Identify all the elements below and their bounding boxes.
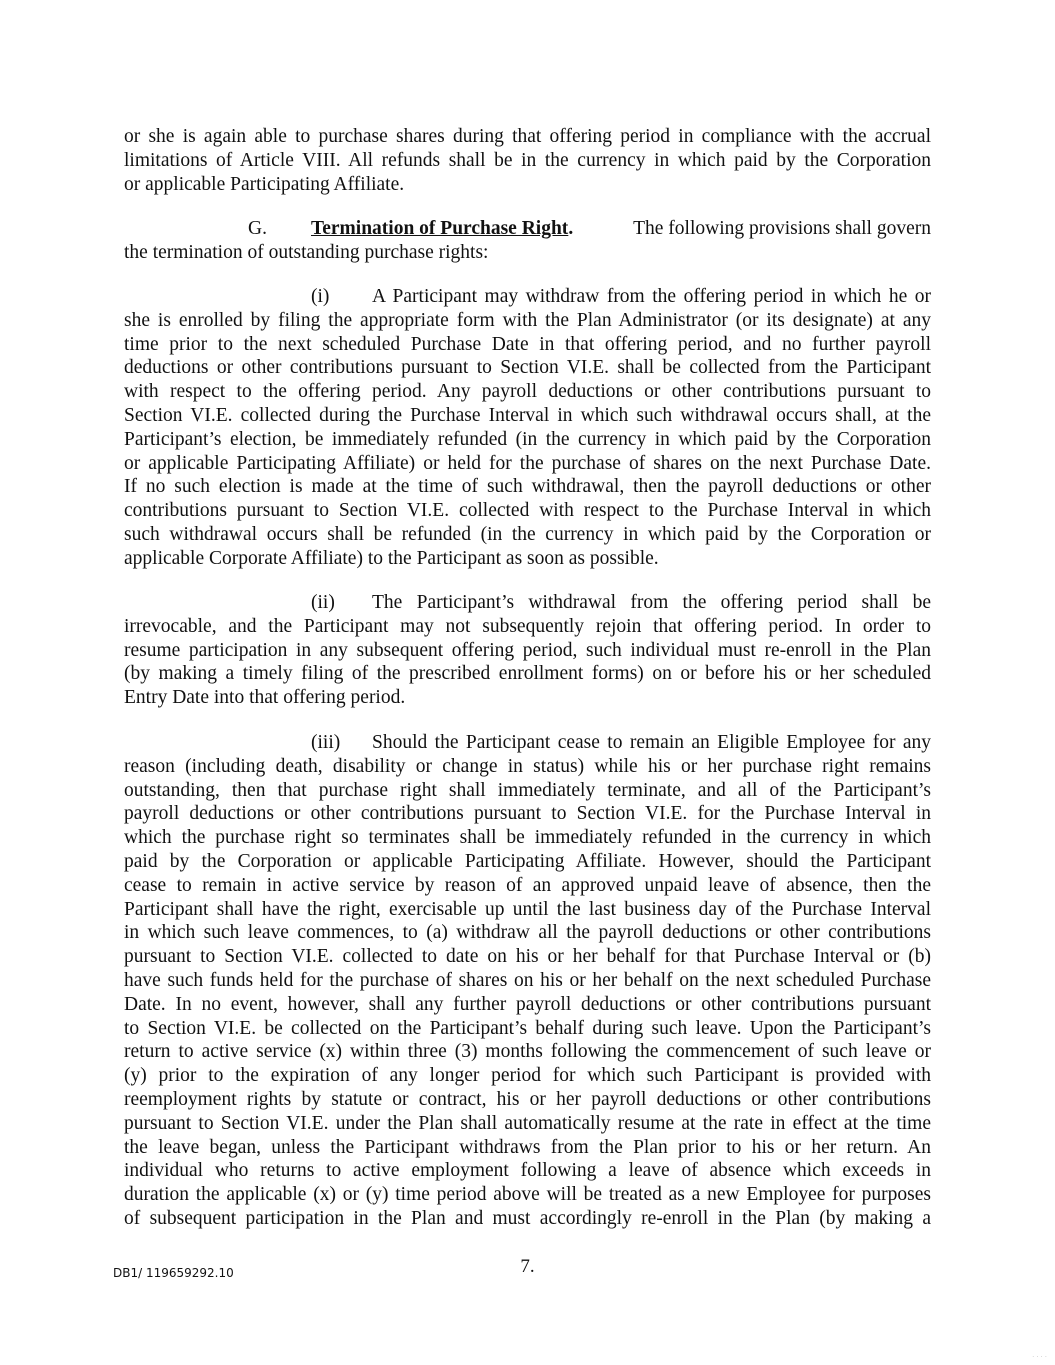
- text-line: with respect to the offering period. Any payroll deductions or other contributions pursuant to: [124, 381, 931, 403]
- text-line: contributions pursuant to Section VI.E. collected with respect to the Purchase Interval in which: [124, 500, 931, 522]
- text-line: resume participation in any subsequent offering period, such individual must re-enroll in the Plan: [124, 639, 931, 661]
- text-line: payroll deductions or other contributions pursuant to Section VI.E. for the Purchase Interval in: [124, 803, 931, 825]
- section-title-text: Termination of Purchase Right: [311, 218, 569, 239]
- text-line: the leave began, unless the Participant withdraws from the Plan prior to his or her return. An: [124, 1136, 931, 1158]
- text-line: individual who returns to active employment following a leave of absence which exceeds in: [124, 1160, 931, 1182]
- text-line: to Section VI.E. be collected on the Participant’s behalf during such leave. Upon the Participant’s: [124, 1017, 931, 1039]
- text-line: limitations of Article VIII. All refunds shall be in the currency in which paid by the Corporation: [124, 149, 931, 171]
- text-line: applicable Corporate Affiliate) to the Participant as soon as possible.: [124, 547, 659, 569]
- item-iii-paragraph: [124, 731, 931, 1231]
- text-line: reemployment rights by statute or contract, his or her payroll deductions or other contributions: [124, 1088, 931, 1110]
- text-line: Date. In no event, however, shall any further payroll deductions or other contributions pursuant: [124, 993, 931, 1015]
- document-id: DB1/ 119659292.10: [113, 1266, 234, 1280]
- intro-paragraph: [124, 125, 931, 196]
- text-line: she is enrolled by filing the appropriate form with the Plan Administrator (or its designate) at any: [124, 309, 931, 331]
- item-i-lead-text: A Participant may withdraw from the offering period in which he or: [372, 286, 931, 307]
- section-g-paragraph: [124, 217, 931, 265]
- text-line: or she is again able to purchase shares during that offering period in compliance with the accrual: [124, 126, 931, 147]
- text-line: in which such leave commences, to (a) withdraw all the payroll deductions or other contributions: [124, 922, 931, 944]
- text-line: irrevocable, and the Participant may not subsequently rejoin that offering period. In order to: [124, 615, 931, 637]
- item-marker: (ii): [311, 592, 335, 613]
- text-line: (by making a timely filing of the prescribed enrollment forms) on or before his or her scheduled: [124, 663, 931, 685]
- section-g-first-line: [124, 217, 931, 241]
- text-line: Participant’s election, be immediately refunded (in the currency in which paid by the Corporation: [124, 428, 931, 450]
- item-i-first-line: [124, 285, 931, 309]
- item-marker: (i): [311, 286, 330, 307]
- text-line: Participant shall have the right, exercisable up until the last business day of the Purchase Interval: [124, 898, 931, 920]
- corner-dots-icon: ····: [1032, 1353, 1049, 1361]
- text-line: the termination of outstanding purchase rights:: [124, 241, 489, 263]
- text-line: or applicable Participating Affiliate.: [124, 173, 405, 195]
- text-line: pursuant to Section VI.E. under the Plan shall automatically resume at the rate in effect at the time: [124, 1112, 931, 1134]
- item-ii-first-line: [124, 591, 931, 615]
- item-i-paragraph: [124, 285, 931, 571]
- text-line: or applicable Participating Affiliate) or held for the purchase of shares on the next Purchase Date.: [124, 452, 931, 474]
- text-line: (y) prior to the expiration of any longer period for which such Participant is provided with: [124, 1065, 931, 1087]
- text-line: return to active service (x) within three (3) months following the commencement of such leave or: [124, 1041, 931, 1063]
- text-line: cease to remain in active service by reason of an approved unpaid leave of absence, then the: [124, 874, 931, 896]
- text-line: pursuant to Section VI.E. collected to date on his or her behalf for that Purchase Interval or (b): [124, 946, 931, 968]
- item-iii-lead-text: Should the Participant cease to remain an Eligible Employee for any: [372, 732, 931, 753]
- item-ii-paragraph: [124, 591, 931, 710]
- text-line: time prior to the next scheduled Purchase Date in that offering period, and no further payroll: [124, 333, 931, 355]
- text-line: outstanding, then that purchase right shall immediately terminate, and all of the Participant’s: [124, 779, 931, 801]
- text-line: such withdrawal occurs shall be refunded (in the currency in which paid by the Corporation or: [124, 523, 931, 545]
- text-line: which the purchase right so terminates shall be immediately refunded in the currency in which: [124, 827, 931, 849]
- section-g-lead-text: The following provisions shall govern: [633, 218, 931, 239]
- text-line: deductions or other contributions pursuant to Section VI.E. shall be collected from the Participant: [124, 357, 931, 379]
- section-marker: G.: [248, 218, 267, 239]
- text-line: If no such election is made at the time of such withdrawal, then the payroll deductions or other: [124, 476, 931, 498]
- text-line: have such funds held for the purchase of shares on his or her behalf on the next scheduled Purchase: [124, 969, 931, 991]
- item-iii-first-line: [124, 731, 931, 755]
- section-title-period: .: [568, 218, 574, 239]
- text-line: paid by the Corporation or applicable Participating Affiliate. However, should the Participant: [124, 850, 931, 872]
- text-line: duration the applicable (x) or (y) time period above will be treated as a new Employee for purposes: [124, 1184, 931, 1206]
- item-ii-lead-text: The Participant’s withdrawal from the offering period shall be: [372, 592, 931, 613]
- page-number: 7.: [520, 1256, 535, 1277]
- text-line: Section VI.E. collected during the Purchase Interval in which such withdrawal occurs shall, at the: [124, 404, 931, 426]
- section-title: [311, 217, 573, 241]
- text-line: reason (including death, disability or change in status) while his or her purchase right remains: [124, 755, 931, 777]
- text-line: Entry Date into that offering period.: [124, 687, 406, 709]
- item-marker: (iii): [311, 732, 341, 753]
- text-line: of subsequent participation in the Plan and must accordingly re-enroll in the Plan (by making a: [124, 1207, 931, 1229]
